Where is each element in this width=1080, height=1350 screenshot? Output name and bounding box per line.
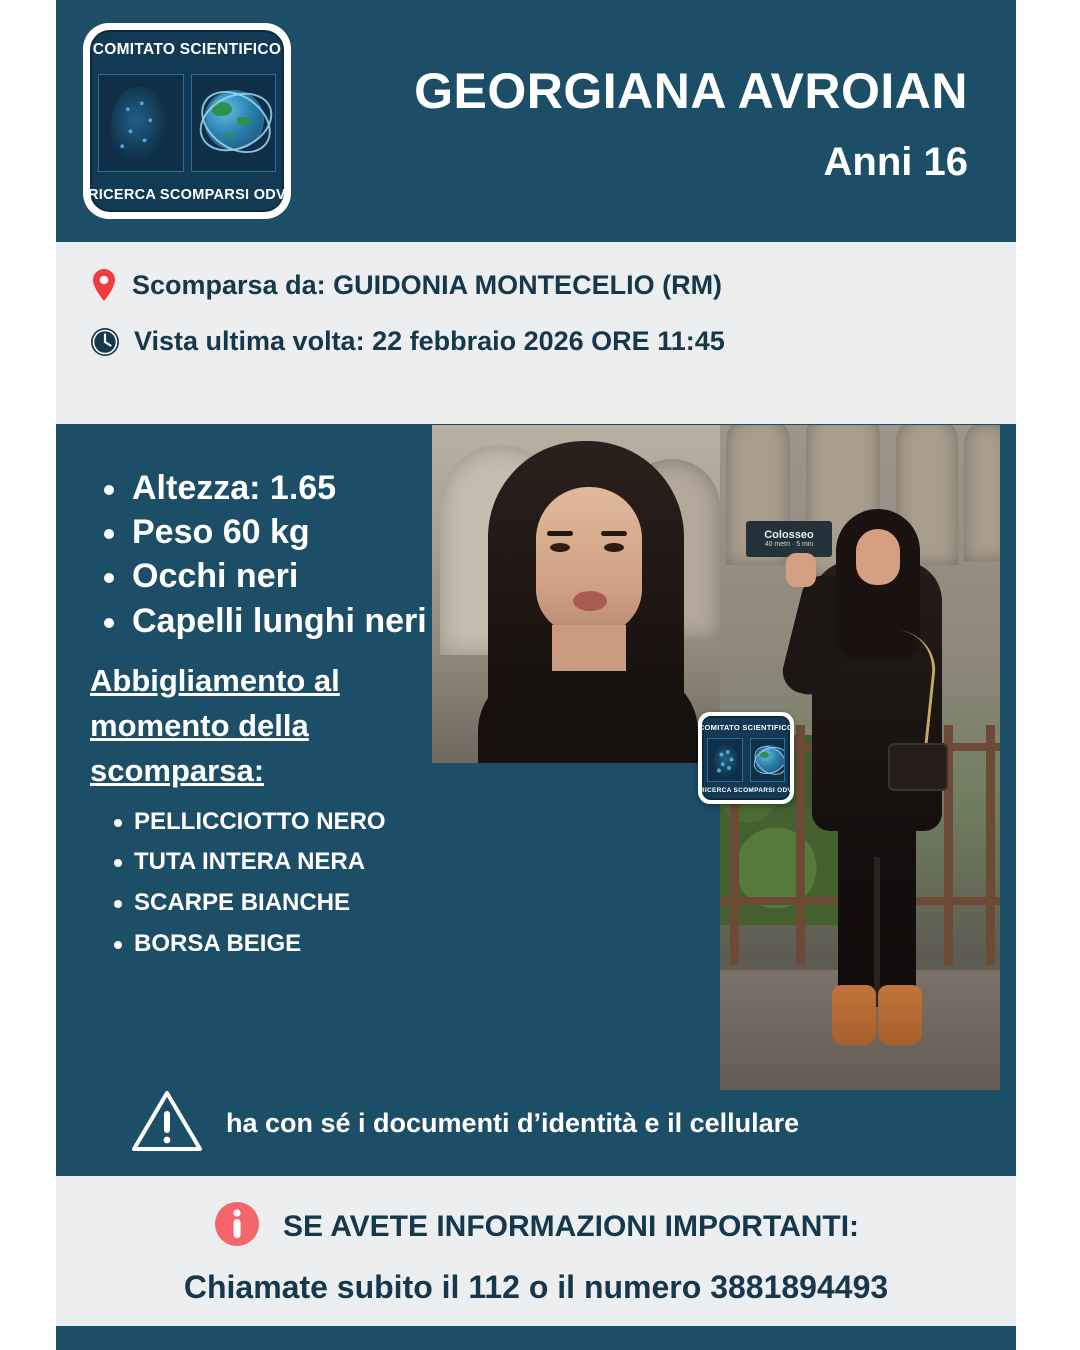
poster-header [56, 0, 1016, 242]
last-seen-row [90, 326, 1016, 357]
list-item: PELLICCIOTTO NERO [106, 802, 486, 843]
location-row [90, 268, 1016, 302]
bottom-bar [56, 1326, 1016, 1350]
person-age: Anni 16 [823, 139, 968, 184]
list-item: Capelli lunghi neri [90, 599, 486, 643]
list-item: BORSA BEIGE [106, 924, 486, 965]
list-item: SCARPE BIANCHE [106, 883, 486, 924]
last-seen-text: Vista ultima volta: 22 febbraio 2026 ORE 11:45 [134, 326, 725, 356]
location-text: Scomparsa da: GUIDONIA MONTECELIO (RM) [132, 269, 723, 300]
clothing-heading: Abbigliamento al momento della scomparsa: [90, 662, 340, 788]
logo-watermark [698, 712, 794, 804]
globe-atom-icon [750, 738, 786, 782]
footer-title-row [56, 1200, 1016, 1253]
physical-features-list [90, 466, 486, 643]
list-item: Peso 60 kg [90, 510, 486, 554]
poster-footer [56, 1176, 1016, 1326]
brain-head-icon [98, 74, 184, 172]
page-title: GEORGIANA AVROIAN [414, 63, 968, 120]
warning-text: ha con sé i documenti d’identità e il cellulare [226, 1108, 800, 1138]
clothing-list [90, 802, 486, 965]
organization-logo [76, 21, 298, 221]
footer-contact: Chiamate subito il 112 o il numero 3881894493 [183, 1269, 889, 1305]
disappearance-info-strip [56, 242, 1016, 424]
globe-atom-icon [191, 74, 277, 172]
logo-top-text: COMITATO SCIENTIFICO [92, 41, 282, 58]
clock-icon [90, 327, 120, 357]
sign-subtext: 40 metri · 5 min [764, 541, 814, 549]
logo-bottom-text: RICERCA SCOMPARSI ODV [87, 187, 287, 203]
warning-row [56, 1089, 1016, 1158]
watermark-bottom-text: RICERCA SCOMPARSI ODV [699, 787, 793, 794]
title-block [298, 57, 1016, 185]
location-pin-icon [90, 268, 118, 302]
list-item: TUTA INTERA NERA [106, 842, 486, 883]
warning-triangle-icon [130, 1089, 204, 1158]
list-item: Occhi neri [90, 554, 486, 598]
sign-text: Colosseo [764, 529, 814, 542]
list-item: Altezza: 1.65 [90, 466, 486, 510]
poster-main [56, 424, 1016, 1176]
photo-face-closeup [432, 425, 730, 763]
logo-emblem [98, 59, 276, 187]
colosseo-sign [746, 521, 832, 557]
info-circle-icon [213, 1200, 261, 1253]
watermark-top-text: COMITATO SCIENTIFICO [698, 723, 794, 732]
footer-title: SE AVETE INFORMAZIONI IMPORTANTI: [282, 1209, 860, 1243]
brain-head-icon [707, 738, 743, 782]
description-column [56, 466, 486, 965]
